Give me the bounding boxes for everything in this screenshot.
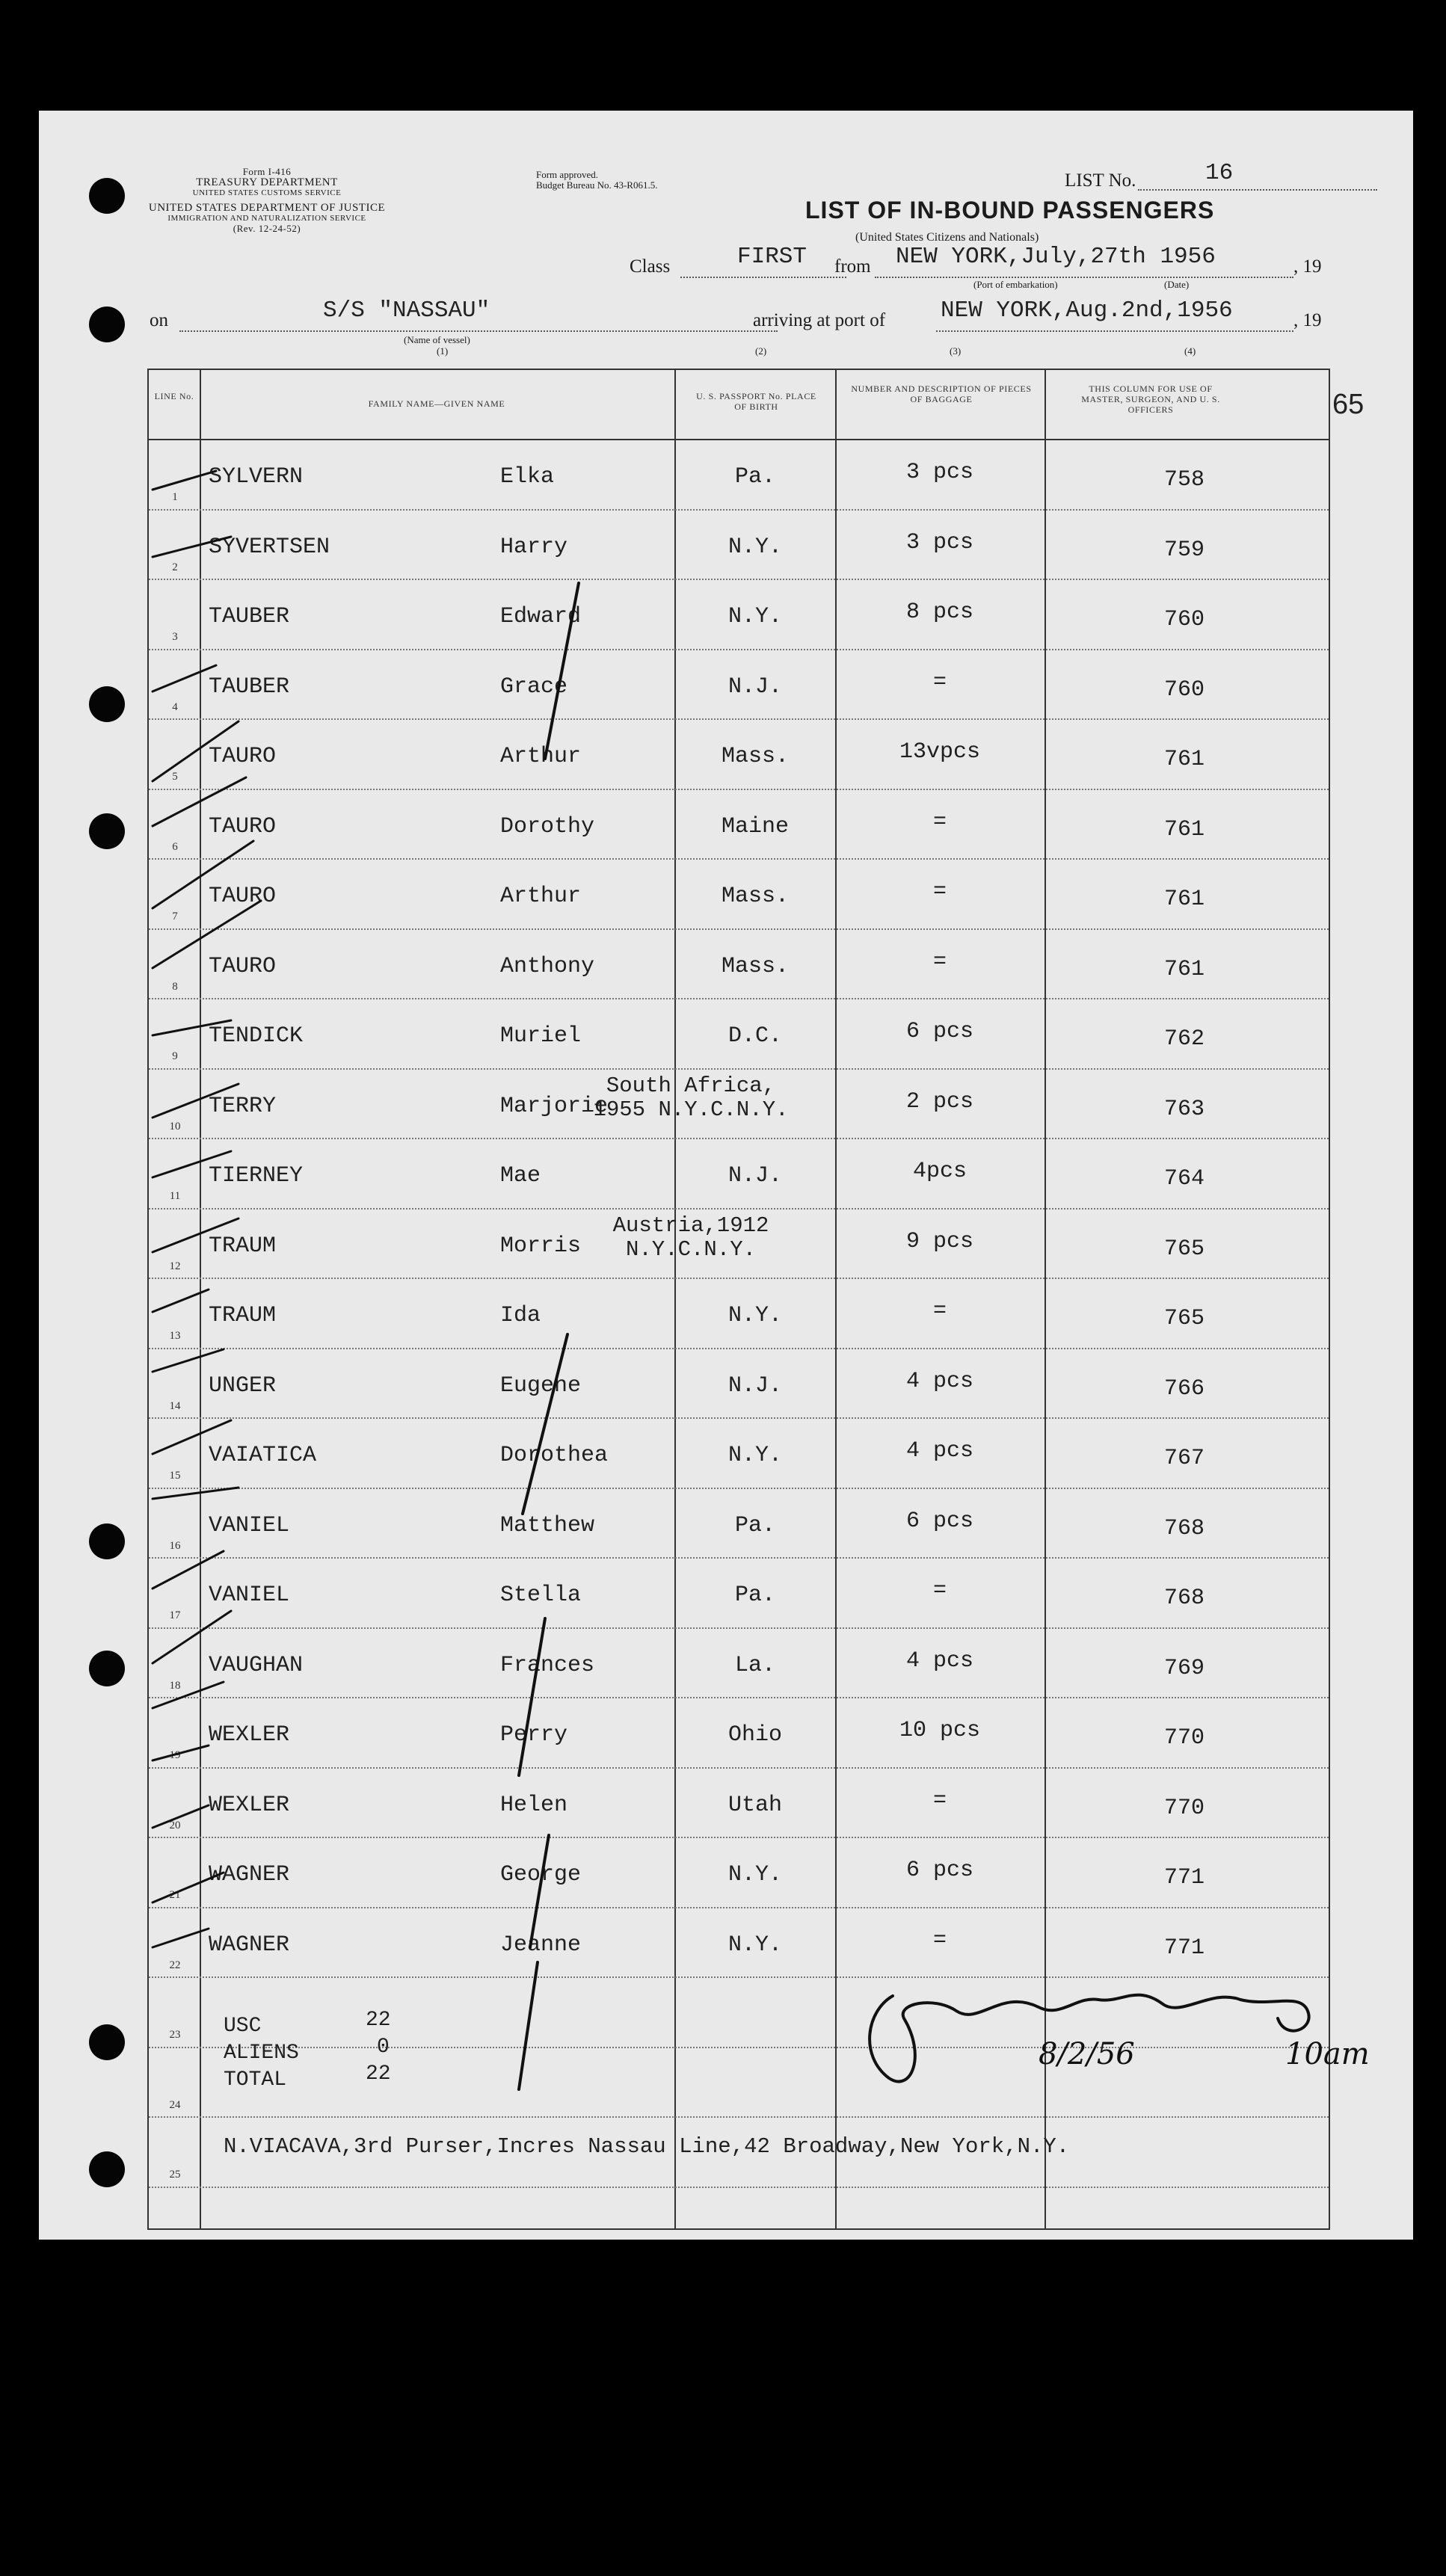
line-number: 22 bbox=[169, 1959, 181, 1971]
given-name: Anthony bbox=[500, 953, 595, 979]
given-name: Eugene bbox=[500, 1372, 582, 1399]
punch-hole bbox=[89, 2024, 125, 2060]
form-revision: (Rev. 12-24-52) bbox=[233, 223, 301, 234]
passenger-list-sheet bbox=[39, 111, 1413, 2240]
place-of-birth: N.Y. bbox=[727, 604, 782, 629]
punch-hole bbox=[89, 813, 125, 849]
given-name: Harry bbox=[500, 534, 568, 560]
officer-number: 761 bbox=[1163, 747, 1205, 772]
row-divider bbox=[149, 928, 1329, 930]
family-name: TIERNEY bbox=[209, 1163, 304, 1189]
baggage: 6 pcs bbox=[905, 1858, 973, 1883]
officer-number: 758 bbox=[1163, 467, 1205, 493]
given-name: Helen bbox=[500, 1792, 568, 1818]
port-of-embarkation-caption: (Port of embarkation) bbox=[973, 279, 1058, 290]
baggage: 8 pcs bbox=[905, 600, 973, 625]
officer-signature bbox=[822, 1966, 1345, 2101]
given-name: Ida bbox=[500, 1303, 541, 1328]
page-title: LIST OF IN-BOUND PASSENGERS bbox=[805, 197, 1215, 224]
given-name: Arthur bbox=[500, 744, 582, 769]
customs-service: UNITED STATES CUSTOMS SERVICE bbox=[192, 188, 342, 197]
family-name: SYLVERN bbox=[209, 464, 304, 490]
date-caption: (Date) bbox=[1164, 279, 1190, 290]
line-number: 10 bbox=[169, 1120, 181, 1133]
family-name: VANIEL bbox=[209, 1512, 290, 1538]
baggage: 4 pcs bbox=[905, 1438, 973, 1464]
family-name: TRAUM bbox=[209, 1303, 277, 1328]
given-name: Jeanne bbox=[500, 1932, 582, 1958]
baggage: = bbox=[932, 669, 947, 695]
officer-number: 769 bbox=[1163, 1655, 1205, 1681]
officer-number: 770 bbox=[1163, 1795, 1205, 1821]
arrival-port-date: NEW YORK,Aug.2nd,1956 bbox=[941, 298, 1233, 324]
family-name: WAGNER bbox=[209, 1932, 290, 1958]
summary-total-label: TOTAL bbox=[224, 2068, 287, 2092]
justice-department: UNITED STATES DEPARTMENT OF JUSTICE bbox=[148, 202, 386, 214]
punch-hole bbox=[89, 2151, 125, 2187]
given-name: Matthew bbox=[500, 1512, 595, 1538]
baggage: = bbox=[932, 949, 947, 975]
place-of-birth: N.J. bbox=[727, 674, 782, 700]
page-subtitle: (United States Citizens and Nationals) bbox=[855, 231, 1039, 244]
given-name: Morris bbox=[500, 1233, 582, 1259]
form-approved: Form approved. bbox=[536, 169, 599, 180]
family-name: VAUGHAN bbox=[209, 1652, 304, 1678]
line-number: 15 bbox=[169, 1470, 181, 1482]
baggage: = bbox=[932, 879, 947, 905]
baggage: = bbox=[932, 1787, 947, 1814]
family-name: WEXLER bbox=[209, 1722, 290, 1748]
line-number: 12 bbox=[169, 1260, 181, 1272]
row-divider bbox=[149, 2187, 1329, 2188]
officer-number: 760 bbox=[1163, 677, 1205, 703]
place-of-birth: N.Y. bbox=[727, 1443, 782, 1468]
row-divider bbox=[149, 1837, 1329, 1838]
header-passport-birth: U. S. PASSPORT No. PLACE OF BIRTH bbox=[696, 391, 816, 412]
officer-number: 761 bbox=[1163, 816, 1205, 842]
officer-number: 770 bbox=[1163, 1725, 1205, 1751]
baggage: 13vpcs bbox=[899, 739, 981, 765]
given-name: Arthur bbox=[500, 884, 582, 909]
family-name: TAURO bbox=[209, 884, 277, 909]
officer-number: 768 bbox=[1163, 1515, 1205, 1541]
given-name: Marjorie bbox=[500, 1093, 609, 1119]
given-name: Dorothy bbox=[500, 813, 595, 839]
row-divider bbox=[149, 1278, 1329, 1279]
budget-bureau: Budget Bureau No. 43-R061.5. bbox=[536, 179, 658, 191]
header-name: FAMILY NAME—GIVEN NAME bbox=[368, 398, 505, 409]
line-number: 3 bbox=[172, 631, 178, 643]
summary-total-value: 22 bbox=[366, 2062, 391, 2086]
line-number: 6 bbox=[172, 840, 178, 853]
row-divider bbox=[149, 1068, 1329, 1070]
line-number: 18 bbox=[169, 1679, 181, 1692]
passport-column-number: (2) bbox=[755, 345, 767, 357]
row-divider bbox=[149, 789, 1329, 790]
row-divider bbox=[149, 1907, 1329, 1908]
officer-number: 765 bbox=[1163, 1306, 1205, 1331]
line-number: 21 bbox=[169, 1889, 181, 1901]
line-number: 2 bbox=[172, 561, 178, 573]
row-divider bbox=[149, 579, 1329, 580]
place-of-birth: Mass. bbox=[721, 744, 789, 769]
family-name: TERRY bbox=[209, 1093, 277, 1119]
treasury-department: TREASURY DEPARTMENT bbox=[196, 176, 338, 188]
list-number: 16 bbox=[1205, 160, 1234, 186]
place-of-birth: Pa. bbox=[734, 1512, 775, 1538]
row-divider bbox=[149, 1697, 1329, 1698]
family-name: TAUBER bbox=[209, 604, 290, 629]
place-of-birth: South Africa, 1955 N.Y.C.N.Y. bbox=[593, 1073, 789, 1122]
family-name: SYVERTSEN bbox=[209, 534, 330, 560]
place-of-birth: N.Y. bbox=[727, 1862, 782, 1888]
vessel-name: S/S "NASSAU" bbox=[323, 298, 490, 324]
header-line-no: LINE No. bbox=[154, 391, 194, 401]
family-name: TAURO bbox=[209, 813, 277, 839]
handwritten-time: 10am bbox=[1285, 2037, 1370, 2071]
row-divider bbox=[149, 1488, 1329, 1489]
vessel-column-number: (1) bbox=[437, 345, 449, 357]
row-divider bbox=[149, 1767, 1329, 1769]
page-number: 65 bbox=[1332, 389, 1365, 420]
baggage: 6 pcs bbox=[905, 1508, 973, 1534]
row-divider bbox=[149, 858, 1329, 860]
row-divider bbox=[149, 649, 1329, 650]
place-of-birth: Pa. bbox=[734, 464, 775, 490]
place-of-birth: N.Y. bbox=[727, 534, 782, 560]
baggage: = bbox=[932, 809, 947, 835]
baggage: = bbox=[932, 1927, 947, 1953]
place-of-birth: D.C. bbox=[727, 1023, 782, 1049]
officer-number: 771 bbox=[1163, 1865, 1205, 1891]
embarkation-port-date: NEW YORK,July,27th 1956 bbox=[896, 244, 1216, 270]
form-agency-block bbox=[144, 167, 390, 234]
line-number: 16 bbox=[169, 1539, 181, 1552]
line-number: 11 bbox=[169, 1190, 181, 1202]
purser-line: N.VIACAVA,3rd Purser,Incres Nassau Line,42 Broadway,New York,N.Y. bbox=[224, 2134, 1070, 2159]
given-name: Stella bbox=[500, 1583, 582, 1608]
given-name: Muriel bbox=[500, 1023, 582, 1049]
officer-column-number: (4) bbox=[1184, 345, 1196, 357]
arriving-label: arriving at port of bbox=[753, 310, 886, 330]
given-name: Dorothea bbox=[500, 1443, 609, 1468]
line-number: 1 bbox=[172, 491, 178, 503]
line-number: 9 bbox=[172, 1050, 178, 1062]
vessel-caption: (Name of vessel) bbox=[404, 334, 470, 345]
family-name: VAIATICA bbox=[209, 1443, 317, 1468]
officer-number: 771 bbox=[1163, 1935, 1205, 1961]
line-number: 13 bbox=[169, 1330, 181, 1342]
class-label: Class bbox=[630, 256, 671, 277]
line-number: 14 bbox=[169, 1399, 181, 1412]
officer-number: 762 bbox=[1163, 1026, 1205, 1052]
summary-usc-value: 22 bbox=[366, 2009, 391, 2032]
summary-aliens-value: 0 bbox=[377, 2036, 390, 2059]
line-number: 19 bbox=[169, 1749, 181, 1761]
given-name: Perry bbox=[500, 1722, 568, 1748]
row-divider bbox=[149, 1138, 1329, 1139]
place-of-birth: Utah bbox=[727, 1792, 782, 1818]
immigration-service: IMMIGRATION AND NATURALIZATION SERVICE bbox=[167, 214, 366, 223]
punch-hole bbox=[89, 1523, 125, 1559]
place-of-birth: Mass. bbox=[721, 953, 789, 979]
place-of-birth: N.J. bbox=[727, 1163, 782, 1189]
family-name: TAURO bbox=[209, 744, 277, 769]
form-approval-block bbox=[536, 170, 657, 191]
given-name: Elka bbox=[500, 464, 555, 490]
line-number: 23 bbox=[169, 2029, 181, 2041]
officer-number: 766 bbox=[1163, 1375, 1205, 1402]
from-label: from bbox=[834, 256, 871, 277]
given-name: Grace bbox=[500, 674, 568, 700]
punch-hole bbox=[89, 306, 125, 342]
on-label: on bbox=[150, 310, 168, 330]
row-divider bbox=[149, 1348, 1329, 1349]
baggage: 9 pcs bbox=[905, 1228, 973, 1254]
line-number: 24 bbox=[169, 2098, 181, 2111]
place-of-birth: La. bbox=[734, 1652, 775, 1678]
given-name: Mae bbox=[500, 1163, 541, 1189]
header-officers: THIS COLUMN FOR USE OF MASTER, SURGEON, AND U. S. OFFICERS bbox=[1081, 383, 1220, 415]
place-of-birth: N.J. bbox=[727, 1372, 782, 1399]
punch-hole bbox=[89, 686, 125, 722]
family-name: TAUBER bbox=[209, 674, 290, 700]
line-number: 7 bbox=[172, 910, 178, 922]
given-name: George bbox=[500, 1862, 582, 1888]
officer-number: 764 bbox=[1163, 1166, 1205, 1192]
place-of-birth: Ohio bbox=[727, 1722, 782, 1748]
punch-hole bbox=[89, 1651, 125, 1686]
baggage: 4pcs bbox=[912, 1159, 967, 1184]
line-number: 5 bbox=[172, 771, 178, 783]
class-value: FIRST bbox=[737, 244, 807, 270]
passenger-table bbox=[147, 369, 1370, 2230]
row-divider bbox=[149, 998, 1329, 999]
officer-number: 760 bbox=[1163, 607, 1205, 632]
officer-number: 761 bbox=[1163, 887, 1205, 912]
baggage-column-number: (3) bbox=[950, 345, 962, 357]
row-divider bbox=[149, 1627, 1329, 1629]
baggage: = bbox=[932, 1578, 947, 1603]
place-of-birth: Mass. bbox=[721, 884, 789, 909]
family-name: TRAUM bbox=[209, 1233, 277, 1259]
row-divider bbox=[149, 1417, 1329, 1419]
row-divider bbox=[149, 1557, 1329, 1559]
line-number: 8 bbox=[172, 980, 178, 993]
place-of-birth: N.Y. bbox=[727, 1303, 782, 1328]
line-number: 20 bbox=[169, 1819, 181, 1831]
punch-hole bbox=[89, 178, 125, 214]
place-of-birth: Maine bbox=[721, 813, 789, 839]
officer-number: 761 bbox=[1163, 956, 1205, 982]
baggage: 2 pcs bbox=[905, 1088, 973, 1115]
handwritten-date: 8/2/56 bbox=[1039, 2037, 1135, 2071]
baggage: 10 pcs bbox=[899, 1718, 981, 1743]
year-suffix: , 19 bbox=[1293, 256, 1322, 277]
officer-number: 767 bbox=[1163, 1446, 1205, 1471]
summary-aliens-label: ALIENS bbox=[224, 2042, 299, 2065]
line-number: 4 bbox=[172, 700, 178, 713]
baggage: 4 pcs bbox=[905, 1648, 973, 1674]
list-number-label: LIST No. bbox=[1065, 170, 1136, 191]
summary-usc-label: USC bbox=[224, 2015, 262, 2038]
family-name: TAURO bbox=[209, 953, 277, 979]
baggage: 3 pcs bbox=[905, 460, 973, 485]
place-of-birth: Austria,1912 N.Y.C.N.Y. bbox=[612, 1212, 769, 1262]
row-divider bbox=[149, 509, 1329, 511]
given-name: Frances bbox=[500, 1652, 595, 1678]
place-of-birth: N.Y. bbox=[727, 1932, 782, 1958]
baggage: 6 pcs bbox=[905, 1019, 973, 1044]
family-name: TENDICK bbox=[209, 1023, 304, 1049]
row-divider bbox=[149, 2116, 1329, 2118]
officer-number: 763 bbox=[1163, 1096, 1205, 1122]
row-divider bbox=[149, 718, 1329, 720]
baggage: 4 pcs bbox=[905, 1368, 973, 1394]
officer-number: 768 bbox=[1163, 1586, 1205, 1611]
place-of-birth: Pa. bbox=[734, 1583, 775, 1608]
baggage: 3 pcs bbox=[905, 529, 973, 555]
officer-number: 765 bbox=[1163, 1236, 1205, 1262]
family-name: UNGER bbox=[209, 1372, 277, 1399]
family-name: WEXLER bbox=[209, 1792, 290, 1818]
header-baggage: NUMBER AND DESCRIPTION OF PIECES OF BAGGAGE bbox=[851, 383, 1032, 404]
arrival-year-suffix: , 19 bbox=[1293, 310, 1322, 330]
form-number: Form I-416 bbox=[242, 166, 292, 177]
baggage: = bbox=[932, 1298, 947, 1324]
row-divider bbox=[149, 1208, 1329, 1210]
line-number: 17 bbox=[169, 1609, 181, 1621]
family-name: WAGNER bbox=[209, 1862, 290, 1888]
family-name: VANIEL bbox=[209, 1583, 290, 1608]
officer-number: 759 bbox=[1163, 537, 1205, 563]
given-name: Edward bbox=[500, 604, 582, 629]
line-number: 25 bbox=[169, 2169, 181, 2181]
